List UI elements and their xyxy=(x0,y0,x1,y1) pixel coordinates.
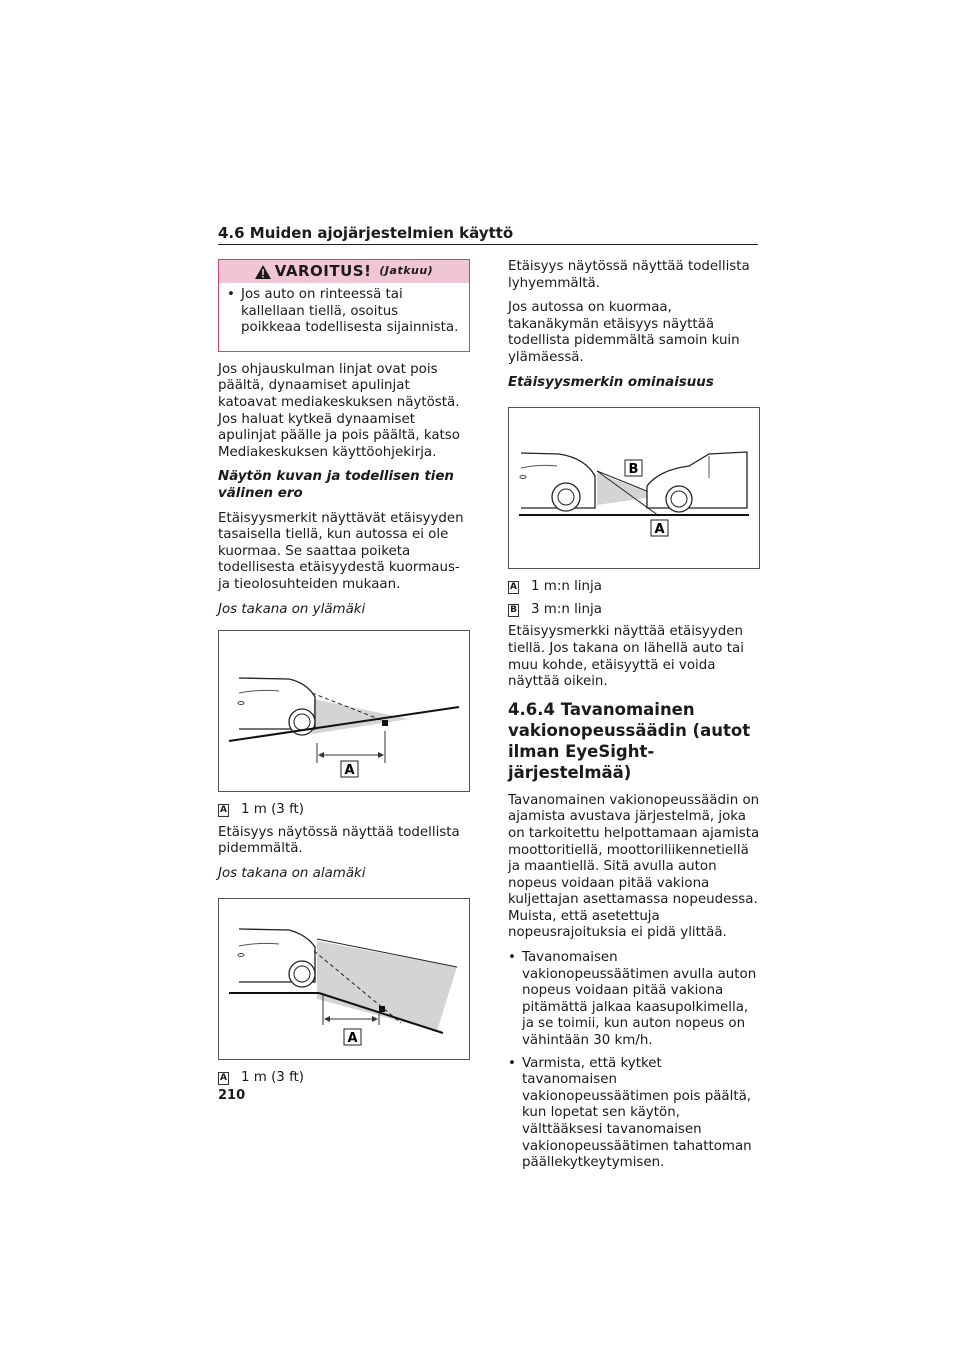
distance-illustration xyxy=(509,408,759,568)
section-title: 4.6.4 Tavanomainen vakionopeussäädin (autot ilman EyeSight-järjestelmää) xyxy=(508,699,751,782)
legend-text: 3 m:n linja xyxy=(531,601,602,617)
legend-tag: A xyxy=(218,1072,229,1085)
legend-text: 1 m (3 ft) xyxy=(241,1070,305,1086)
downhill-figure xyxy=(218,898,470,1060)
legend-item xyxy=(508,579,760,596)
header-rule xyxy=(218,244,758,245)
distance-figure xyxy=(508,407,760,569)
legend-item xyxy=(218,802,470,819)
subheading: Näytön kuvan ja todellisen tien välinen ero xyxy=(218,469,454,501)
warning-continued: (Jatkuu) xyxy=(379,264,434,278)
paragraph: Etäisyysmerkit näyttävät etäisyyden tasaisella tiellä, kun autossa ei ole kuormaa. Se saattaa poiketa todellisesta etäisyydestä kuormaus- ja tieolosuhteiden mukaan. xyxy=(218,510,464,592)
warning-title: VAROITUS! xyxy=(274,262,372,281)
legend-item xyxy=(218,1070,470,1087)
warning-bullet: • Jos auto on rinteessä tai kallellaan tiellä, osoitus poikkeaa todellisesta sijainnista. xyxy=(227,287,461,337)
fig1-label: A xyxy=(344,763,355,779)
legend-text: 1 m:n linja xyxy=(531,579,602,595)
list-item-text: Tavanomaisen vakionopeussäätimen avulla auton nopeus voidaan pitää vakiona pitämättä jalkaa kaasupolkimella, ja se toimii, kun auton nopeus on vähintään 30 km/h. xyxy=(522,950,757,1049)
warning-header xyxy=(219,260,469,283)
subheading: Etäisyysmerkin ominaisuus xyxy=(508,374,714,390)
paragraph: Etäisyys näytössä näyttää todellista pidemmältä. xyxy=(218,824,460,857)
section-header: 4.6 Muiden ajojärjestelmien käyttö xyxy=(218,224,514,242)
warning-triangle-icon xyxy=(255,265,271,279)
paragraph: Etäisyysmerkki näyttää etäisyyden tiellä. Jos takana on lähellä auto tai muu kohde, etäisyyttä ei voida näyttää oikein. xyxy=(508,624,744,690)
downhill-illustration xyxy=(219,899,469,1059)
legend-tag: B xyxy=(508,604,519,617)
left-column xyxy=(218,259,470,1093)
uphill-figure xyxy=(218,630,470,792)
list-item: • Tavanomaisen vakionopeussäätimen avulla auton nopeus voidaan pitää vakiona pitämättä jalkaa kaasupolkimella, ja se toimii, kun auton nopeus on vähintään 30 km/h. xyxy=(508,950,760,1050)
legend-tag: A xyxy=(508,581,519,594)
legend-text: 1 m (3 ft) xyxy=(241,802,305,818)
paragraph: Tavanomainen vakionopeussäädin on ajamista avustava järjestelmä, joka on tarkoitettu helpottamaan ajamista moottoritiellä, moottoriliikennetiellä ja maantiellä. Sitä avulla auton nopeus voidaan pitää vakiona kuljettajan asettamassa nopeudessa. Muista, että asetettuja nopeusrajoituksia ei pidä ylittää. xyxy=(508,792,760,941)
figure-caption: Jos takana on alamäki xyxy=(218,865,366,881)
fig3-label-a: A xyxy=(654,522,665,538)
list-item-text: Varmista, että kytket tavanomaisen vakionopeussäätimen pois päältä, kun lopetat sen käytön, välttääksesi tavanomaisen vakionopeussäätimen tahattoman päällekytkeytymisen. xyxy=(522,1055,752,1171)
page-number: 210 xyxy=(218,1088,246,1103)
right-column xyxy=(508,259,760,1178)
figure-caption: Jos takana on ylämäki xyxy=(218,601,366,617)
warning-box xyxy=(218,259,470,352)
list-item: • Varmista, että kytket tavanomaisen vakionopeussäätimen pois päältä, kun lopetat sen käytön, välttääksesi tavanomaisen vakionopeussäätimen tahattoman päällekytkeytymisen. xyxy=(508,1056,760,1172)
paragraph: Jos ohjauskulman linjat ovat pois päältä, dynaamiset apulinjat katoavat mediakeskuksen näytöstä. Jos haluat kytkeä dynaamiset apulinjat päälle ja pois päältä, katso Mediakeskuksen käyttöohjekirja. xyxy=(218,361,460,460)
legend-tag: A xyxy=(218,804,229,817)
uphill-illustration xyxy=(219,631,469,791)
paragraph: Jos autossa on kuormaa, takanäkymän etäisyys näyttää todellista pidemmältä samoin kuin ylämäessä. xyxy=(508,300,740,365)
warning-bullet-text: Jos auto on rinteessä tai kallellaan tiellä, osoitus poikkeaa todellisesta sijainnista. xyxy=(241,287,459,336)
fig2-label: A xyxy=(347,1031,358,1047)
legend-item xyxy=(508,602,760,619)
fig3-label-b: B xyxy=(628,462,639,478)
paragraph: Etäisyys näytössä näyttää todellista lyhyemmältä. xyxy=(508,259,750,291)
